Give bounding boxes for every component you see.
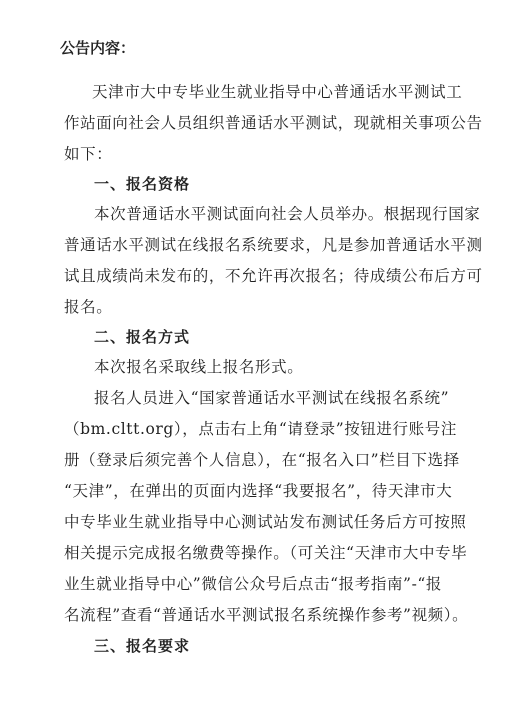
method-line-7: 相关提示完成报名缴费等操作。（可关注“天津市大中专毕 <box>64 544 468 562</box>
announcement-label: 公告内容： <box>60 39 136 57</box>
eligibility-line-2: 普通话水平测试在线报名系统要求，凡是参加普通话水平测 <box>64 236 483 254</box>
method-line-8: 业生就业指导中心”微信公众号后点击“报考指南”-“报 <box>64 575 443 593</box>
method-line-5: “天津”，在弹出的页面内选择“我要报名”，待天津市大 <box>64 482 453 500</box>
eligibility-line-1: 本次普通话水平测试面向社会人员举办。根据现行国家 <box>94 205 481 223</box>
intro-line-2: 作站面向社会人员组织普通话水平测试，现就相关事项公告 <box>64 114 483 132</box>
method-line-6: 中专毕业生就业指导中心测试站发布测试任务后方可按照 <box>64 513 467 531</box>
eligibility-line-3: 试且成绩尚未发布的，不允许再次报名；待成绩公布后方可 <box>64 267 483 285</box>
intro-line-3: 如下： <box>64 145 113 163</box>
section-heading-method: 二、报名方式 <box>94 328 191 346</box>
method-line-9: 名流程”查看“普通话水平测试报名系统操作参考”视频）。 <box>64 606 469 624</box>
method-line-2: 报名人员进入“国家普通话水平测试在线报名系统” <box>94 389 450 407</box>
eligibility-line-4: 报名。 <box>64 298 113 316</box>
section-heading-eligibility: 一、报名资格 <box>94 175 191 193</box>
method-line-1: 本次报名采取线上报名形式。 <box>94 358 304 376</box>
section-heading-requirements: 三、报名要求 <box>94 637 191 655</box>
method-line-3: （bm.cltt.org），点击右上角“请登录”按钮进行账号注 <box>64 420 457 438</box>
intro-line-1: 天津市大中专毕业生就业指导中心普通话水平测试工 <box>92 83 463 101</box>
method-line-4: 册（登录后须完善个人信息），在“报名入口”栏目下选择 <box>64 451 460 469</box>
